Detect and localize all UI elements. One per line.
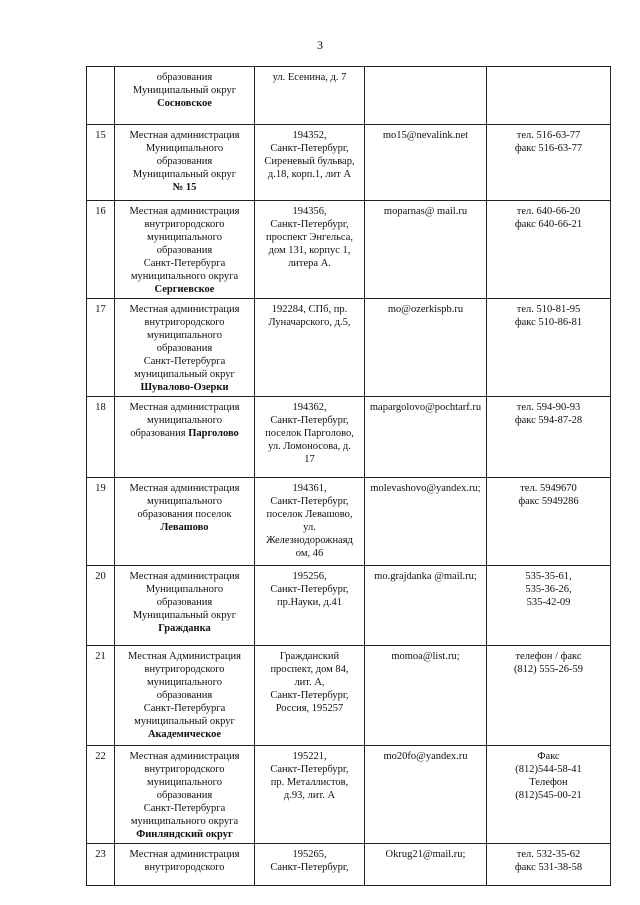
organization-line: муниципальный округ bbox=[134, 716, 235, 727]
organization-line: Местная администрация bbox=[129, 483, 240, 494]
email-cell[interactable]: momoa@list.ru; bbox=[365, 646, 487, 746]
organization-line: муниципального округа bbox=[130, 816, 239, 827]
organization-line: образования bbox=[130, 428, 186, 439]
table-row bbox=[87, 746, 611, 844]
email-cell[interactable]: mo15@nevalink.net bbox=[365, 125, 487, 201]
phone-line: (812)545-00-21 bbox=[515, 790, 582, 801]
phone-cell bbox=[487, 478, 611, 566]
row-number: 19 bbox=[87, 478, 115, 566]
address-line: 195221, bbox=[292, 751, 327, 762]
organization-line: Местная администрация bbox=[129, 304, 240, 315]
organization-line: образования поселок bbox=[137, 509, 232, 520]
address-line: Санкт-Петербург, bbox=[270, 143, 349, 154]
phone-cell bbox=[487, 67, 611, 125]
phone-line: 535-36-26, bbox=[525, 584, 572, 595]
organization-line: образования bbox=[156, 597, 213, 608]
email-cell[interactable]: mo.grajdanka @mail.ru; bbox=[365, 566, 487, 646]
organization-cell bbox=[115, 844, 255, 886]
organization-line: муниципального bbox=[147, 496, 222, 507]
organization-line: внутригородского bbox=[144, 219, 225, 230]
phone-line: факс 531-38-58 bbox=[514, 862, 583, 873]
phone-cell bbox=[487, 746, 611, 844]
organization-line: муниципального bbox=[147, 677, 222, 688]
address-cell bbox=[255, 844, 365, 886]
address-line: 194352, bbox=[292, 130, 327, 141]
address-line: 192284, СПб, пр. bbox=[271, 304, 348, 315]
organization-name: Гражданка bbox=[158, 623, 211, 634]
organization-name: Академическое bbox=[147, 729, 222, 740]
table-row bbox=[87, 299, 611, 397]
organization-line: внутригородского bbox=[144, 764, 225, 775]
organization-cell bbox=[115, 125, 255, 201]
organization-line: Муниципального bbox=[145, 143, 224, 154]
address-line: ул. Есенина, д. 7 bbox=[272, 72, 347, 83]
organization-line: Местная администрация bbox=[129, 751, 240, 762]
row-number: 20 bbox=[87, 566, 115, 646]
row-number: 23 bbox=[87, 844, 115, 886]
organization-line: образования bbox=[156, 690, 213, 701]
organization-line: Муниципальный округ bbox=[132, 610, 237, 621]
organization-line: Местная администрация bbox=[129, 206, 240, 217]
phone-line: телефон / факс bbox=[515, 651, 582, 662]
address-line: 195256, bbox=[292, 571, 327, 582]
address-line: 194361, bbox=[292, 483, 327, 494]
address-cell bbox=[255, 397, 365, 478]
organization-line: Местная администрация bbox=[129, 571, 240, 582]
organization-cell bbox=[115, 67, 255, 125]
phone-line: факс 516-63-77 bbox=[514, 143, 583, 154]
phone-cell bbox=[487, 566, 611, 646]
phone-line: Факс bbox=[537, 751, 560, 762]
table-row bbox=[87, 566, 611, 646]
organization-name: № 15 bbox=[172, 182, 197, 193]
organization-line: муниципального bbox=[147, 330, 222, 341]
organization-name: Сосновское bbox=[157, 98, 212, 109]
table-row bbox=[87, 397, 611, 478]
address-cell bbox=[255, 746, 365, 844]
address-line: 195265, bbox=[292, 849, 327, 860]
organization-line: Муниципального bbox=[145, 584, 224, 595]
organization-line: Санкт-Петербурга bbox=[143, 258, 226, 269]
phone-line: тел. 640-66-20 bbox=[516, 206, 581, 217]
organization-line: муниципального bbox=[147, 777, 222, 788]
address-line: ом, 46 bbox=[295, 548, 324, 559]
address-line: Санкт-Петербург, bbox=[270, 415, 349, 426]
address-line: ул. Ломоносова, д. bbox=[268, 441, 351, 452]
address-cell bbox=[255, 478, 365, 566]
address-line: Россия, 195257 bbox=[275, 703, 344, 714]
organization-line: Местная Администрация bbox=[128, 651, 241, 662]
organization-line: Санкт-Петербурга bbox=[143, 703, 226, 714]
organization-line: муниципального округа bbox=[130, 271, 239, 282]
address-line: лит. А, bbox=[294, 677, 325, 688]
organization-line: образования bbox=[156, 343, 213, 354]
organization-line: муниципальный округ bbox=[134, 369, 235, 380]
phone-line: тел. 532-35-62 bbox=[516, 849, 581, 860]
address-line: пр. Металлистов, bbox=[270, 777, 349, 788]
phone-line: (812) 555-26-59 bbox=[513, 664, 584, 675]
organization-line: Местная администрация bbox=[129, 130, 240, 141]
phone-line: факс 5949286 bbox=[518, 496, 579, 507]
organization-name: Парголово bbox=[188, 428, 239, 439]
address-line: пр.Науки, д.41 bbox=[277, 597, 342, 608]
organization-cell bbox=[115, 646, 255, 746]
address-line: Санкт-Петербург, bbox=[270, 764, 349, 775]
row-number: 15 bbox=[87, 125, 115, 201]
address-line: 17 bbox=[304, 454, 315, 465]
address-line: Санкт-Петербург, bbox=[270, 219, 349, 230]
organization-line: внутригородского bbox=[144, 862, 225, 873]
address-line: дом 131, корпус 1, bbox=[268, 245, 351, 256]
row-number: 18 bbox=[87, 397, 115, 478]
address-line: проспект Энгельса, bbox=[266, 232, 353, 243]
organization-cell bbox=[115, 397, 255, 478]
organization-line: образования bbox=[156, 790, 213, 801]
address-line: поселок Левашово, bbox=[266, 509, 353, 520]
address-line: Санкт-Петербург, bbox=[270, 862, 349, 873]
address-line: Железнодорожнаяд bbox=[266, 535, 353, 546]
organization-line: Местная администрация bbox=[129, 402, 240, 413]
organization-line: Санкт-Петербурга bbox=[143, 356, 226, 367]
row-number bbox=[87, 67, 115, 125]
row-number: 16 bbox=[87, 201, 115, 299]
phone-line: 535-35-61, bbox=[525, 571, 572, 582]
organization-line: Местная администрация bbox=[129, 849, 240, 860]
address-line: Сиреневый бульвар, bbox=[264, 156, 355, 167]
address-line: ул. bbox=[303, 522, 316, 533]
organization-line: Муниципальный округ bbox=[132, 169, 237, 180]
address-cell bbox=[255, 125, 365, 201]
organization-cell bbox=[115, 201, 255, 299]
table-row bbox=[87, 67, 611, 125]
table-row bbox=[87, 125, 611, 201]
address-line: Гражданский bbox=[279, 651, 340, 662]
address-cell bbox=[255, 201, 365, 299]
address-cell bbox=[255, 646, 365, 746]
phone-line: тел. 510-81-95 bbox=[516, 304, 581, 315]
phone-line: тел. 594-90-93 bbox=[516, 402, 581, 413]
page-number: 3 bbox=[317, 38, 323, 52]
email-cell[interactable]: molevashovo@yandex.ru; bbox=[365, 478, 487, 566]
organization-cell bbox=[115, 746, 255, 844]
address-line: 194362, bbox=[292, 402, 327, 413]
email-cell[interactable]: Okrug21@mail.ru; bbox=[365, 844, 487, 886]
organization-name: Левашово bbox=[160, 522, 209, 533]
address-cell bbox=[255, 299, 365, 397]
organization-name: Шувалово-Озерки bbox=[140, 382, 229, 393]
row-number: 22 bbox=[87, 746, 115, 844]
address-line: д.93, лит. А bbox=[283, 790, 336, 801]
organization-name: Финляндский округ bbox=[136, 829, 233, 840]
phone-line: факс 640-66-21 bbox=[514, 219, 583, 230]
admin-table bbox=[86, 66, 611, 886]
table-row bbox=[87, 478, 611, 566]
address-line: 194356, bbox=[292, 206, 327, 217]
email-cell[interactable]: mapargolovo@pochtarf.ru bbox=[365, 397, 487, 478]
email-cell[interactable]: mo@ozerkispb.ru bbox=[365, 299, 487, 397]
organization-line: образования bbox=[156, 72, 213, 83]
address-line: проспект, дом 84, bbox=[270, 664, 349, 675]
phone-line: (812)544-58-41 bbox=[515, 764, 582, 775]
phone-cell bbox=[487, 201, 611, 299]
organization-line: муниципального bbox=[147, 232, 222, 243]
phone-line: факс 510-86-81 bbox=[514, 317, 583, 328]
organization-line: образования bbox=[156, 245, 213, 256]
organization-line: внутригородского bbox=[144, 317, 225, 328]
row-number: 17 bbox=[87, 299, 115, 397]
phone-cell bbox=[487, 646, 611, 746]
organization-line: Санкт-Петербурга bbox=[143, 803, 226, 814]
phone-cell bbox=[487, 397, 611, 478]
phone-cell bbox=[487, 125, 611, 201]
address-line: Луначарского, д.5, bbox=[268, 317, 351, 328]
address-line: Санкт-Петербург, bbox=[270, 496, 349, 507]
phone-cell bbox=[487, 299, 611, 397]
address-cell bbox=[255, 566, 365, 646]
phone-cell bbox=[487, 844, 611, 886]
row-number: 21 bbox=[87, 646, 115, 746]
address-line: Санкт-Петербург, bbox=[270, 584, 349, 595]
table-row bbox=[87, 646, 611, 746]
organization-line: внутригородского bbox=[144, 664, 225, 675]
organization-line: Муниципальный округ bbox=[132, 85, 237, 96]
phone-line: факс 594-87-28 bbox=[514, 415, 583, 426]
organization-line: муниципального bbox=[147, 415, 222, 426]
table-row bbox=[87, 844, 611, 886]
phone-line: Телефон bbox=[529, 777, 568, 788]
organization-name: Сергиевское bbox=[154, 284, 215, 295]
organization-cell bbox=[115, 299, 255, 397]
address-line: поселок Парголово, bbox=[265, 428, 354, 439]
phone-line: тел. 516-63-77 bbox=[516, 130, 581, 141]
email-cell[interactable] bbox=[365, 67, 487, 125]
organization-line: образования bbox=[156, 156, 213, 167]
phone-line: 535-42-09 bbox=[526, 597, 571, 608]
phone-line: тел. 5949670 bbox=[520, 483, 577, 494]
organization-cell bbox=[115, 566, 255, 646]
email-cell[interactable]: moparnas@ mail.ru bbox=[365, 201, 487, 299]
address-line: литера А. bbox=[288, 258, 331, 269]
email-cell[interactable]: mo20fo@yandex.ru bbox=[365, 746, 487, 844]
table-row bbox=[87, 201, 611, 299]
organization-cell bbox=[115, 478, 255, 566]
address-line: Санкт-Петербург, bbox=[270, 690, 349, 701]
address-line: д.18, корп.1, лит А bbox=[267, 169, 352, 180]
address-cell bbox=[255, 67, 365, 125]
